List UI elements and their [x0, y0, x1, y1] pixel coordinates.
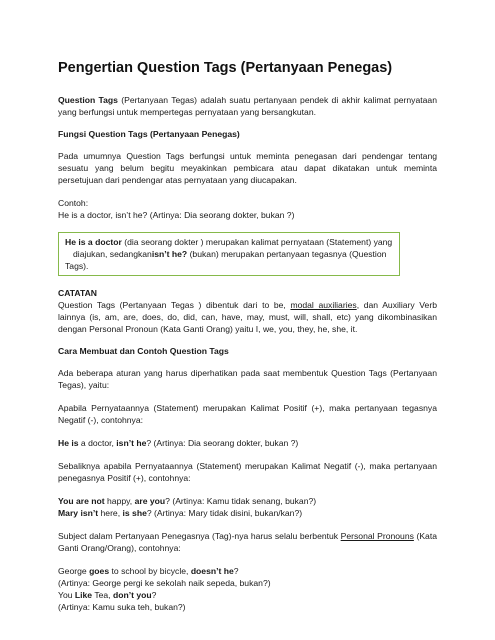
rule-3-text-1: Subject dalam Pertanyaan Penegasnya (Tag)-nya harus selalu berbentuk — [58, 531, 341, 541]
catatan-heading — [58, 287, 437, 299]
ex3a-subject: George — [58, 566, 90, 576]
ex3a-mid: to school by bicycle, — [109, 566, 191, 576]
ex3a-tag: doesn’t he — [190, 566, 234, 576]
rule-1: Apabila Pernyataannya (Statement) merupakan Kalimat Positif (+), maka pertanyaan tegasnya Negatif (-), contohnya: — [58, 403, 437, 425]
ex3b-subject: You — [58, 590, 75, 600]
ex2b-mid: here, — [98, 508, 123, 518]
example-1 — [58, 437, 437, 449]
example-3b — [58, 589, 437, 601]
rule-3-text-2: (Kata Ganti Orang/Orang), contohnya: — [58, 531, 437, 553]
ex2a-subject: You are not — [58, 496, 105, 506]
ex2a-tag: are you — [134, 496, 166, 506]
box-statement: He is a doctor — [65, 237, 122, 247]
contoh-label: Contoh: — [58, 198, 89, 208]
ex1-mid: a doctor, — [78, 438, 117, 448]
catatan-heading-text: CATATAN — [58, 288, 97, 298]
box-line-1-text: (dia seorang dokter ) merupakan kalimat pernyataan (Statement) yang — [121, 237, 393, 247]
box-line-1 — [65, 236, 393, 248]
example-2a — [58, 495, 437, 507]
box-line-2-start: diajukan, sedangkan — [73, 249, 152, 259]
fungsi-heading: Fungsi Question Tags (Pertanyaan Penegas) — [58, 129, 240, 139]
ex3b-end: ? — [151, 590, 157, 600]
ex3a-end: ? — [233, 566, 239, 576]
example-3a-translation: (Artinya: George pergi ke sekolah naik sepeda, bukan?) — [58, 578, 271, 588]
example-2b — [58, 507, 437, 519]
ex2b-tag: is she — [122, 508, 147, 518]
catatan-text-2: , dan Auxiliary Verb lainnya (is, am, are, does, do, did, can, have, may, must, will, shall, etc) yang dikombinasikan dengan Personal Pronoun (Kata Ganti Orang) yaitu I, we, you, they, he, she, it. — [58, 300, 437, 334]
ex2a-mid: happy, — [104, 496, 135, 506]
box-line-2-text: (bukan) merupakan pertanyaan tegasnya (Question Tags). — [65, 249, 387, 271]
ex1-end: ? (Artinya: Dia seorang dokter, bukan ?) — [146, 438, 299, 448]
intro-text: (Pertanyaan Tegas) adalah suatu pertanyaan pendek di akhir kalimat pernyataan yang berfungsi untuk mempertegas pernyataan yang bersangkutan. — [58, 95, 437, 117]
ex3a-verb: goes — [89, 566, 110, 576]
cara-intro: Ada beberapa aturan yang harus diperhatikan pada saat membentuk Question Tags (Pertanyaan Tegas), yaitu: — [58, 368, 437, 390]
fungsi-paragraph: Pada umumnya Question Tags berfungsi untuk meminta penegasan dari pendengar tentang sesuatu yang belum begitu meyakinkan pembicara atau dapat dikatakan untuk meminta persetujuan dari pendengar atas pernyataan yang diucapakan. — [58, 151, 437, 185]
personal-pronouns-link[interactable]: Personal Pronouns — [340, 531, 414, 541]
ex2b-end: ? (Artinya: Mary tidak disini, bukan/kan?) — [146, 508, 303, 518]
ex2a-end: ? (Artinya: Kamu tidak senang, bukan?) — [165, 496, 317, 506]
ex3b-verb: Like — [74, 590, 93, 600]
ex2b-subject: Mary isn’t — [58, 508, 99, 518]
cara-heading: Cara Membuat dan Contoh Question Tags — [58, 346, 229, 356]
example-3b-translation: (Artinya: Kamu suka teh, bukan?) — [58, 602, 186, 612]
example-box — [58, 232, 400, 276]
box-tag: isn’t he? — [151, 249, 188, 259]
ex3b-mid: Tea, — [92, 590, 113, 600]
intro-term: Question Tags — [58, 95, 118, 105]
ex1-subject: He is — [58, 438, 79, 448]
ex3b-tag: don’t you — [112, 590, 152, 600]
example-3a — [58, 565, 437, 577]
modal-auxiliaries-link[interactable]: modal auxiliaries — [290, 300, 357, 310]
rule-3 — [58, 530, 437, 554]
catatan-paragraph — [58, 299, 437, 335]
catatan-text-1: Question Tags (Pertanyaan Tegas ) dibentuk dari to be, — [58, 300, 291, 310]
ex1-tag: isn’t he — [116, 438, 147, 448]
box-line-2 — [65, 248, 393, 272]
rule-2: Sebaliknya apabila Pernyataannya (Statement) merupakan Kalimat Negatif (-), maka pertanyaan penegasnya Positif (+), contohnya: — [58, 461, 437, 483]
intro-paragraph — [58, 94, 437, 118]
contoh-line: He is a doctor, isn’t he? (Artinya: Dia seorang dokter, bukan ?) — [58, 210, 295, 220]
page-title: Pengertian Question Tags (Pertanyaan Penegas) — [58, 60, 393, 76]
